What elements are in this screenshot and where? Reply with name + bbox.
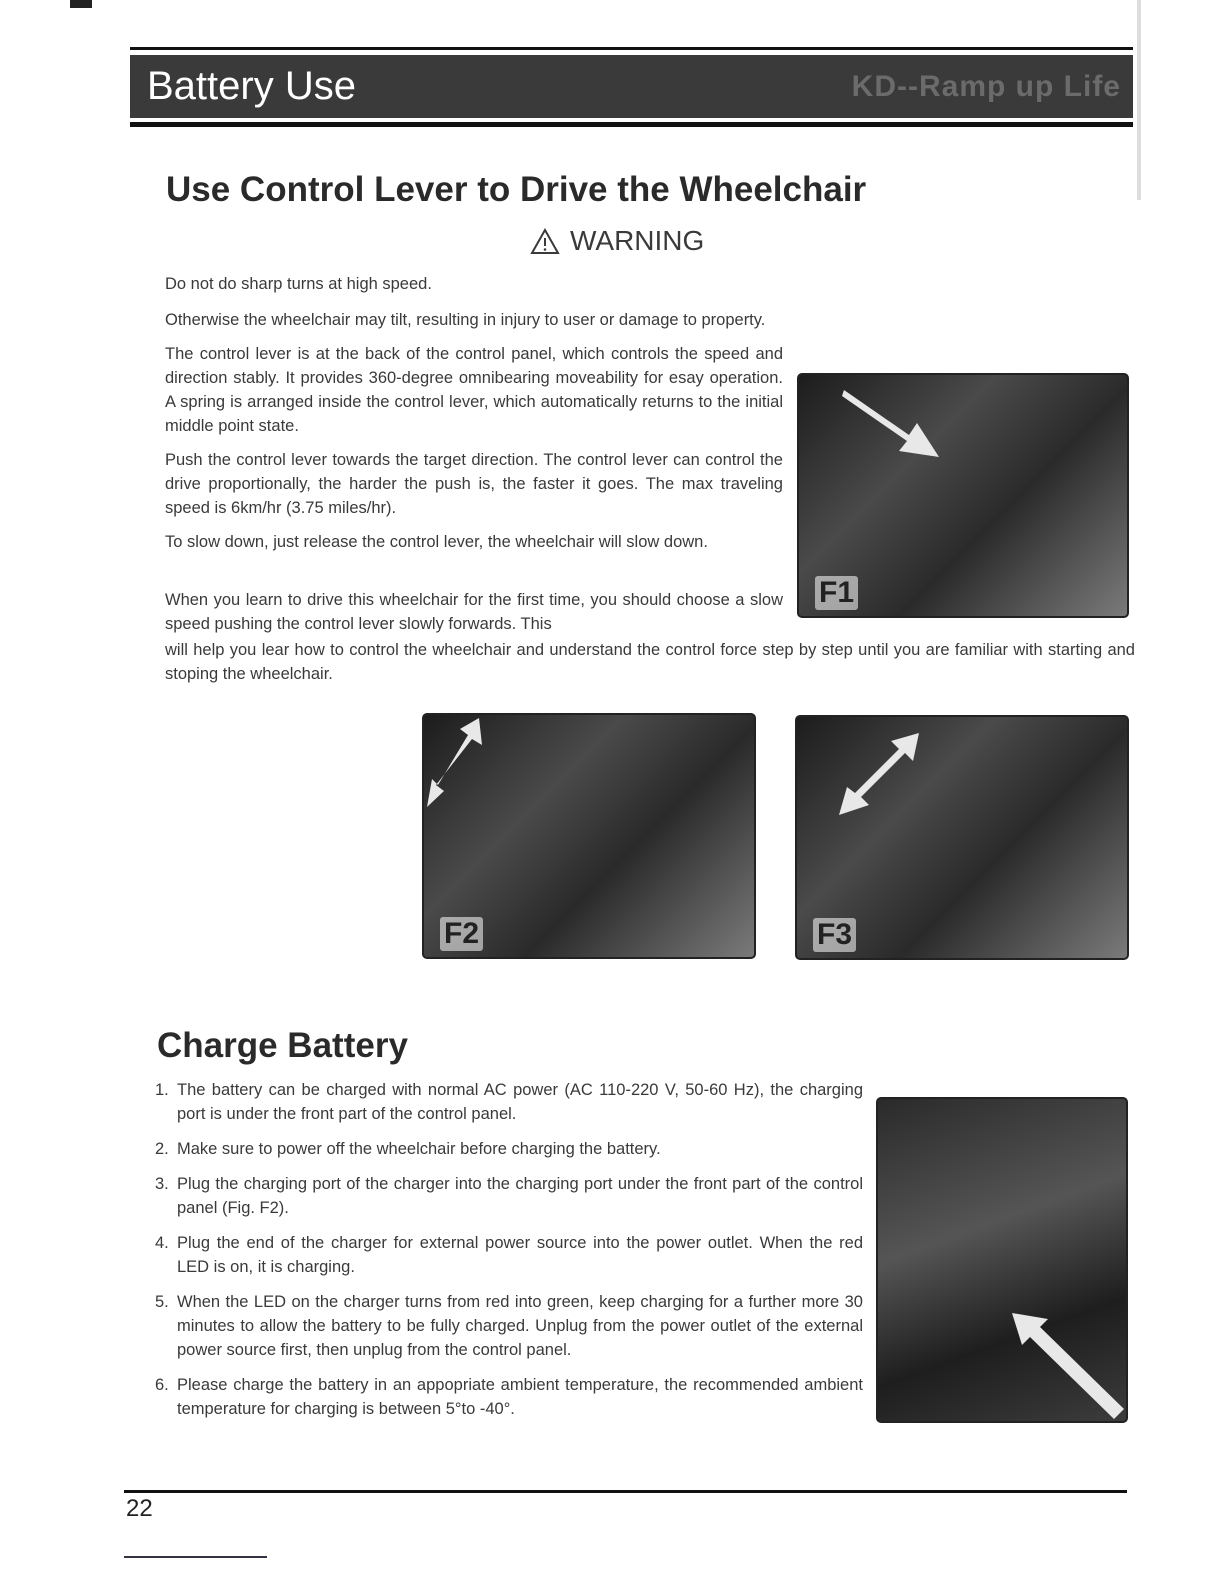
step-number: 4. [155,1234,169,1252]
figure-f3-photo [795,715,1129,960]
slow-down-paragraph: To slow down, just release the control lever, the wheelchair will slow down. [165,533,708,551]
charge-section-title: Charge Battery [157,1026,408,1065]
page-edge-shadow [1137,0,1141,200]
step-text: When the LED on the charger turns from red into green, keep charging for a further more 30 minutes to allow the battery to be fully charged. Unplug from the power outlet of the external power source first, then unplug from the control panel. [177,1293,863,1359]
footer-rule [124,1490,1127,1493]
list-item [155,1137,863,1161]
step-number: 5. [155,1293,169,1311]
figure-f1-photo [797,373,1129,618]
list-item [155,1231,863,1279]
step-number: 2. [155,1140,169,1158]
brand-tagline: KD--Ramp up Life [851,69,1121,103]
list-item [155,1373,863,1421]
double-arrow-icon [835,729,925,819]
warning-heading [530,225,704,257]
warning-line-2: Otherwise the wheelchair may tilt, resulting in injury to user or damage to property. [165,311,766,329]
step-number: 3. [155,1175,169,1193]
control-lever-paragraph: The control lever is at the back of the control panel, which controls the speed and direction stably. It provides 360-degree omnibearing moveability for esay operation. A spring is arranged inside the control lever, which automatically returns to the initial middle point state. [165,345,783,435]
step-text: Please charge the battery in an appopriate ambient temperature, the recommended ambient temperature for charging is between 5°to -40°. [177,1376,863,1418]
learning-paragraph-start: When you learn to drive this wheelchair for the first time, you should choose a slow speed pushing the control lever slowly forwards. This [165,591,783,633]
warning-triangle-icon [530,228,560,255]
step-number: 1. [155,1081,169,1099]
warning-label: WARNING [570,225,705,256]
header-rule-top [130,47,1133,50]
figure-f2-label: F2 [440,917,483,951]
list-item [155,1172,863,1220]
section-title: Battery Use [147,64,356,108]
charging-steps-list [155,1078,863,1432]
list-item [155,1078,863,1126]
page-number: 22 [126,1495,153,1522]
arrow-icon [839,385,949,465]
figure-f3-label: F3 [813,918,856,952]
double-arrow-icon [424,715,494,810]
step-text: Plug the charging port of the charger into the charging port under the front part of the control panel (Fig. F2). [177,1175,863,1217]
bottom-line [124,1556,267,1558]
header-rule-bottom [130,122,1133,127]
header-bar [130,55,1133,118]
drive-section-title: Use Control Lever to Drive the Wheelchair [166,170,867,209]
push-lever-paragraph: Push the control lever towards the target direction. The control lever can control the drive proportionally, the harder the push is, the faster it goes. The max traveling speed is 6km/hr (3.75 miles/hr). [165,451,783,517]
warning-line-1: Do not do sharp turns at high speed. [165,275,432,293]
step-text: The battery can be charged with normal AC power (AC 110-220 V, 50-60 Hz), the charging port is under the front part of the control panel. [177,1081,863,1123]
charging-port-photo [876,1097,1128,1423]
figure-f2-photo [422,713,756,959]
arrow-icon [1008,1309,1126,1421]
list-item [155,1290,863,1362]
step-number: 6. [155,1376,169,1394]
step-text: Make sure to power off the wheelchair before charging the battery. [177,1140,661,1158]
step-text: Plug the end of the charger for external power source into the power outlet. When the red LED is on, it is charging. [177,1234,863,1276]
corner-mark [70,0,92,8]
learning-paragraph-end: will help you lear how to control the wheelchair and understand the control force step by step until you are familiar with starting and stoping the wheelchair. [165,641,1135,683]
figure-f1-label: F1 [815,576,858,610]
